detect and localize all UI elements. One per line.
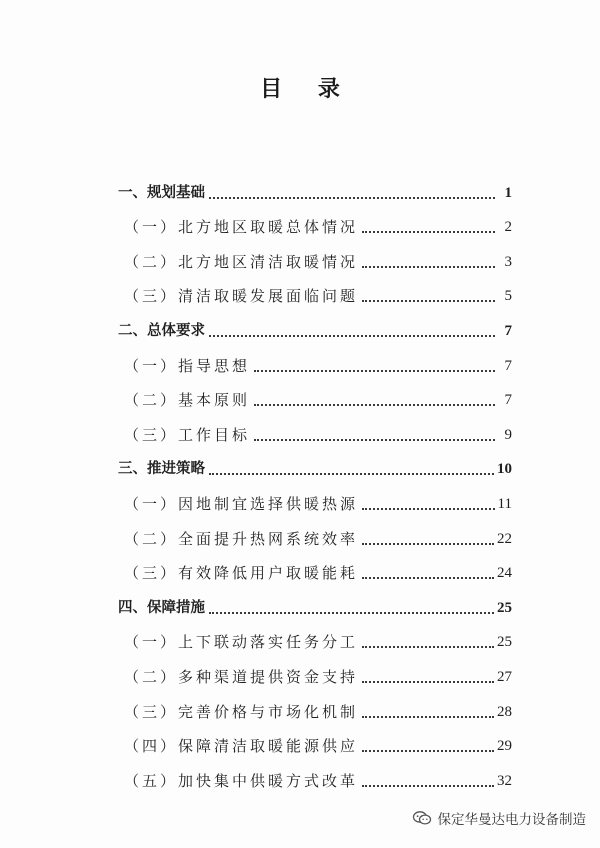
toc-page-number: 27 [497,668,512,685]
toc-page-number: 25 [497,634,512,651]
toc-page-number: 32 [497,772,512,789]
toc-subsection-entry [118,481,512,516]
toc-dot-leader [209,197,495,199]
toc-dot-leader [254,404,495,406]
toc-entry-text: 三、推进策略 [118,461,205,478]
toc-entry-text: 一、规划基础 [118,184,205,201]
toc-page-number: 1 [504,184,512,201]
toc-page-number: 2 [504,219,512,236]
toc-subsection-entry [118,516,512,551]
toc-entry-text: （二）北方地区清洁取暖情况 [124,252,359,271]
toc-subsection-entry [118,239,512,274]
toc-entry-text: （三）完善价格与市场化机制 [124,702,359,721]
toc-dot-leader [362,543,494,545]
toc-entry-text: （五）加快集中供暖方式改革 [124,771,359,790]
toc-dot-leader [362,577,494,579]
toc-subsection-entry [118,378,512,413]
toc-entry-text: （二）全面提升热网系统效率 [124,529,359,548]
toc-entry-text: （一）上下联动落实任务分工 [124,633,359,652]
table-of-contents [118,170,512,793]
toc-subsection-entry [118,205,512,240]
toc-page-number: 7 [504,392,512,409]
toc-page-number: 29 [497,738,512,755]
toc-subsection-entry [118,689,512,724]
toc-entry-text: （三）工作目标 [124,425,251,444]
toc-page-number: 5 [504,288,512,305]
toc-page-number: 28 [497,703,512,720]
toc-subsection-entry [118,724,512,759]
toc-dot-leader [362,266,495,268]
toc-dot-leader [362,300,495,302]
toc-entry-text: （一）因地制宜选择供暖热源 [124,494,359,513]
toc-subsection-entry [118,274,512,309]
toc-entry-text: （四）保障清洁取暖能源供应 [124,737,359,756]
toc-entry-text: （一）北方地区取暖总体情况 [124,218,359,237]
toc-subsection-entry [118,551,512,586]
toc-entry-text: （一）指导思想 [124,356,251,375]
toc-subsection-entry [118,654,512,689]
toc-dot-leader [209,473,494,475]
toc-section-entry [118,447,512,482]
toc-dot-leader [254,439,495,441]
toc-dot-leader [209,612,494,614]
page-title: 目 录 [260,77,354,102]
toc-dot-leader [254,370,495,372]
toc-section-entry [118,308,512,343]
toc-dot-leader [362,750,494,752]
toc-dot-leader [362,785,494,787]
toc-dot-leader [209,335,495,337]
toc-page-number: 10 [497,461,512,478]
toc-entry-text: （二）多种渠道提供资金支持 [124,667,359,686]
toc-subsection-entry [118,620,512,655]
toc-section-entry [118,585,512,620]
toc-page-number: 25 [497,599,512,616]
toc-subsection-entry [118,343,512,378]
toc-subsection-entry [118,412,512,447]
toc-entry-text: （三）清洁取暖发展面临问题 [124,287,359,306]
toc-entry-text: 四、保障措施 [118,599,205,616]
toc-page-number: 7 [504,357,512,374]
toc-entry-text: （三）有效降低用户取暖能耗 [124,564,359,583]
toc-entry-text: 二、总体要求 [118,322,205,339]
toc-page-number: 3 [504,253,512,270]
toc-subsection-entry [118,758,512,793]
wechat-channel-icon [412,810,432,826]
toc-page-number: 9 [504,426,512,443]
toc-entry-text: （二）基本原则 [124,391,251,410]
toc-dot-leader [362,231,495,233]
toc-page-number: 7 [504,322,512,339]
watermark [412,808,587,828]
watermark-text: 保定华曼达电力设备制造 [437,812,586,828]
toc-section-entry [118,170,512,205]
toc-page-number: 24 [497,565,512,582]
toc-dot-leader [362,681,494,683]
toc-dot-leader [362,716,494,718]
toc-page-number: 11 [497,495,512,512]
toc-dot-leader [362,508,495,510]
toc-page-number: 22 [497,530,512,547]
toc-dot-leader [362,646,494,648]
